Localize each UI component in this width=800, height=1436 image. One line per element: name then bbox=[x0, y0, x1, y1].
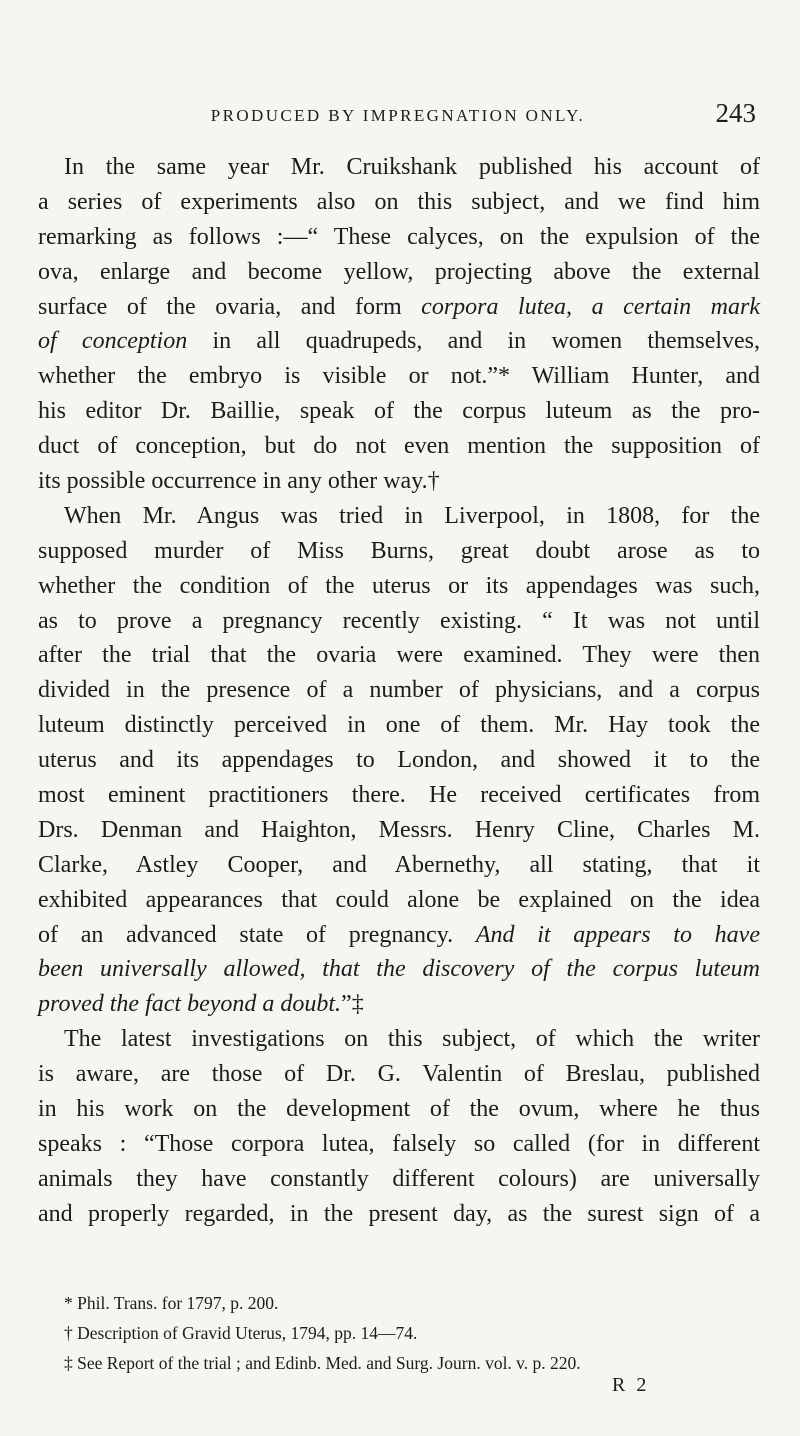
signature-mark: R 2 bbox=[612, 1374, 650, 1396]
text-line: in his work on the development of the ovum, where he thus bbox=[38, 1096, 760, 1123]
text-line: Clarke, Astley Cooper, and Abernethy, all stating, that it bbox=[38, 851, 760, 878]
footnote: * Phil. Trans. for 1797, p. 200. bbox=[64, 1293, 279, 1313]
text-line: The latest investigations on this subject, of which the writer bbox=[64, 1026, 760, 1053]
text-line: speaks : “Those corpora lutea, falsely so called (for in different bbox=[38, 1130, 760, 1157]
text-span: surface of the ovaria, and form bbox=[38, 293, 422, 320]
text-line: ova, enlarge and become yellow, projecting above the external bbox=[38, 258, 760, 285]
text-line: whether the embryo is visible or not.”* William Hunter, and bbox=[38, 363, 760, 390]
text-span: of an advanced state of pregnancy. bbox=[38, 921, 476, 948]
text-line: exhibited appearances that could alone be explained on the idea bbox=[38, 886, 760, 913]
text-line: remarking as follows :—“ These calyces, on the expulsion of the bbox=[38, 223, 760, 250]
page-number: 243 bbox=[715, 98, 756, 128]
footnotes bbox=[64, 1288, 764, 1378]
text-line: animals they have constantly different colours) are universally bbox=[38, 1165, 760, 1192]
text-line: most eminent practitioners there. He received certificates from bbox=[38, 782, 760, 809]
text-line: In the same year Mr. Cruikshank published his account of bbox=[64, 154, 760, 180]
italic-span: been universally allowed, that the discovery of the corpus luteum bbox=[38, 956, 760, 983]
text-line bbox=[38, 324, 760, 359]
text-line: supposed murder of Miss Burns, great doubt arose as to bbox=[38, 537, 760, 564]
italic-span: of conception bbox=[38, 328, 188, 355]
text-line bbox=[38, 987, 760, 1022]
text-line bbox=[38, 952, 760, 987]
text-line: whether the condition of the uterus or its appendages was such, bbox=[38, 572, 760, 599]
text-span: in all quadrupeds, and in women themselves, bbox=[187, 328, 760, 355]
text-line: his editor Dr. Baillie, speak of the corpus luteum as the pro- bbox=[38, 398, 760, 425]
text-line: and properly regarded, in the present day, as the surest sign of a bbox=[38, 1200, 760, 1227]
text-line: is aware, are those of Dr. G. Valentin of Breslau, published bbox=[38, 1061, 760, 1088]
text-line: after the trial that the ovaria were examined. They were then bbox=[38, 642, 760, 669]
running-title: PRODUCED BY IMPREGNATION ONLY. bbox=[210, 106, 586, 125]
text-line: its possible occurrence in any other way.† bbox=[38, 468, 440, 495]
italic-span: And it appears to have bbox=[475, 921, 760, 948]
footnote: † Description of Gravid Uterus, 1794, pp. 14—74. bbox=[64, 1323, 418, 1343]
text-line bbox=[38, 918, 760, 953]
text-line: divided in the presence of a number of physicians, and a corpus bbox=[38, 677, 760, 704]
text-span: ”‡ bbox=[341, 991, 364, 1018]
italic-span: corpora lutea, a certain mark bbox=[421, 293, 760, 320]
text-line: duct of conception, but do not even mention the supposition of bbox=[38, 433, 760, 460]
text-line bbox=[38, 290, 760, 325]
page-header bbox=[40, 98, 756, 138]
text-line: luteum distinctly perceived in one of them. Mr. Hay took the bbox=[38, 712, 760, 739]
text-line: uterus and its appendages to London, and showed it to the bbox=[38, 747, 760, 774]
text-line: as to prove a pregnancy recently existing. “ It was not until bbox=[38, 607, 760, 634]
text-line: a series of experiments also on this subject, and we find him bbox=[38, 188, 760, 215]
italic-span: proved the fact beyond a doubt. bbox=[38, 991, 342, 1018]
body-text bbox=[38, 150, 760, 1232]
footnote: ‡ See Report of the trial ; and Edinb. Med. and Surg. Journ. vol. v. p. 220. bbox=[64, 1353, 581, 1373]
text-line: Drs. Denman and Haighton, Messrs. Henry Cline, Charles M. bbox=[38, 816, 760, 843]
text-line: When Mr. Angus was tried in Liverpool, in 1808, for the bbox=[64, 502, 760, 529]
